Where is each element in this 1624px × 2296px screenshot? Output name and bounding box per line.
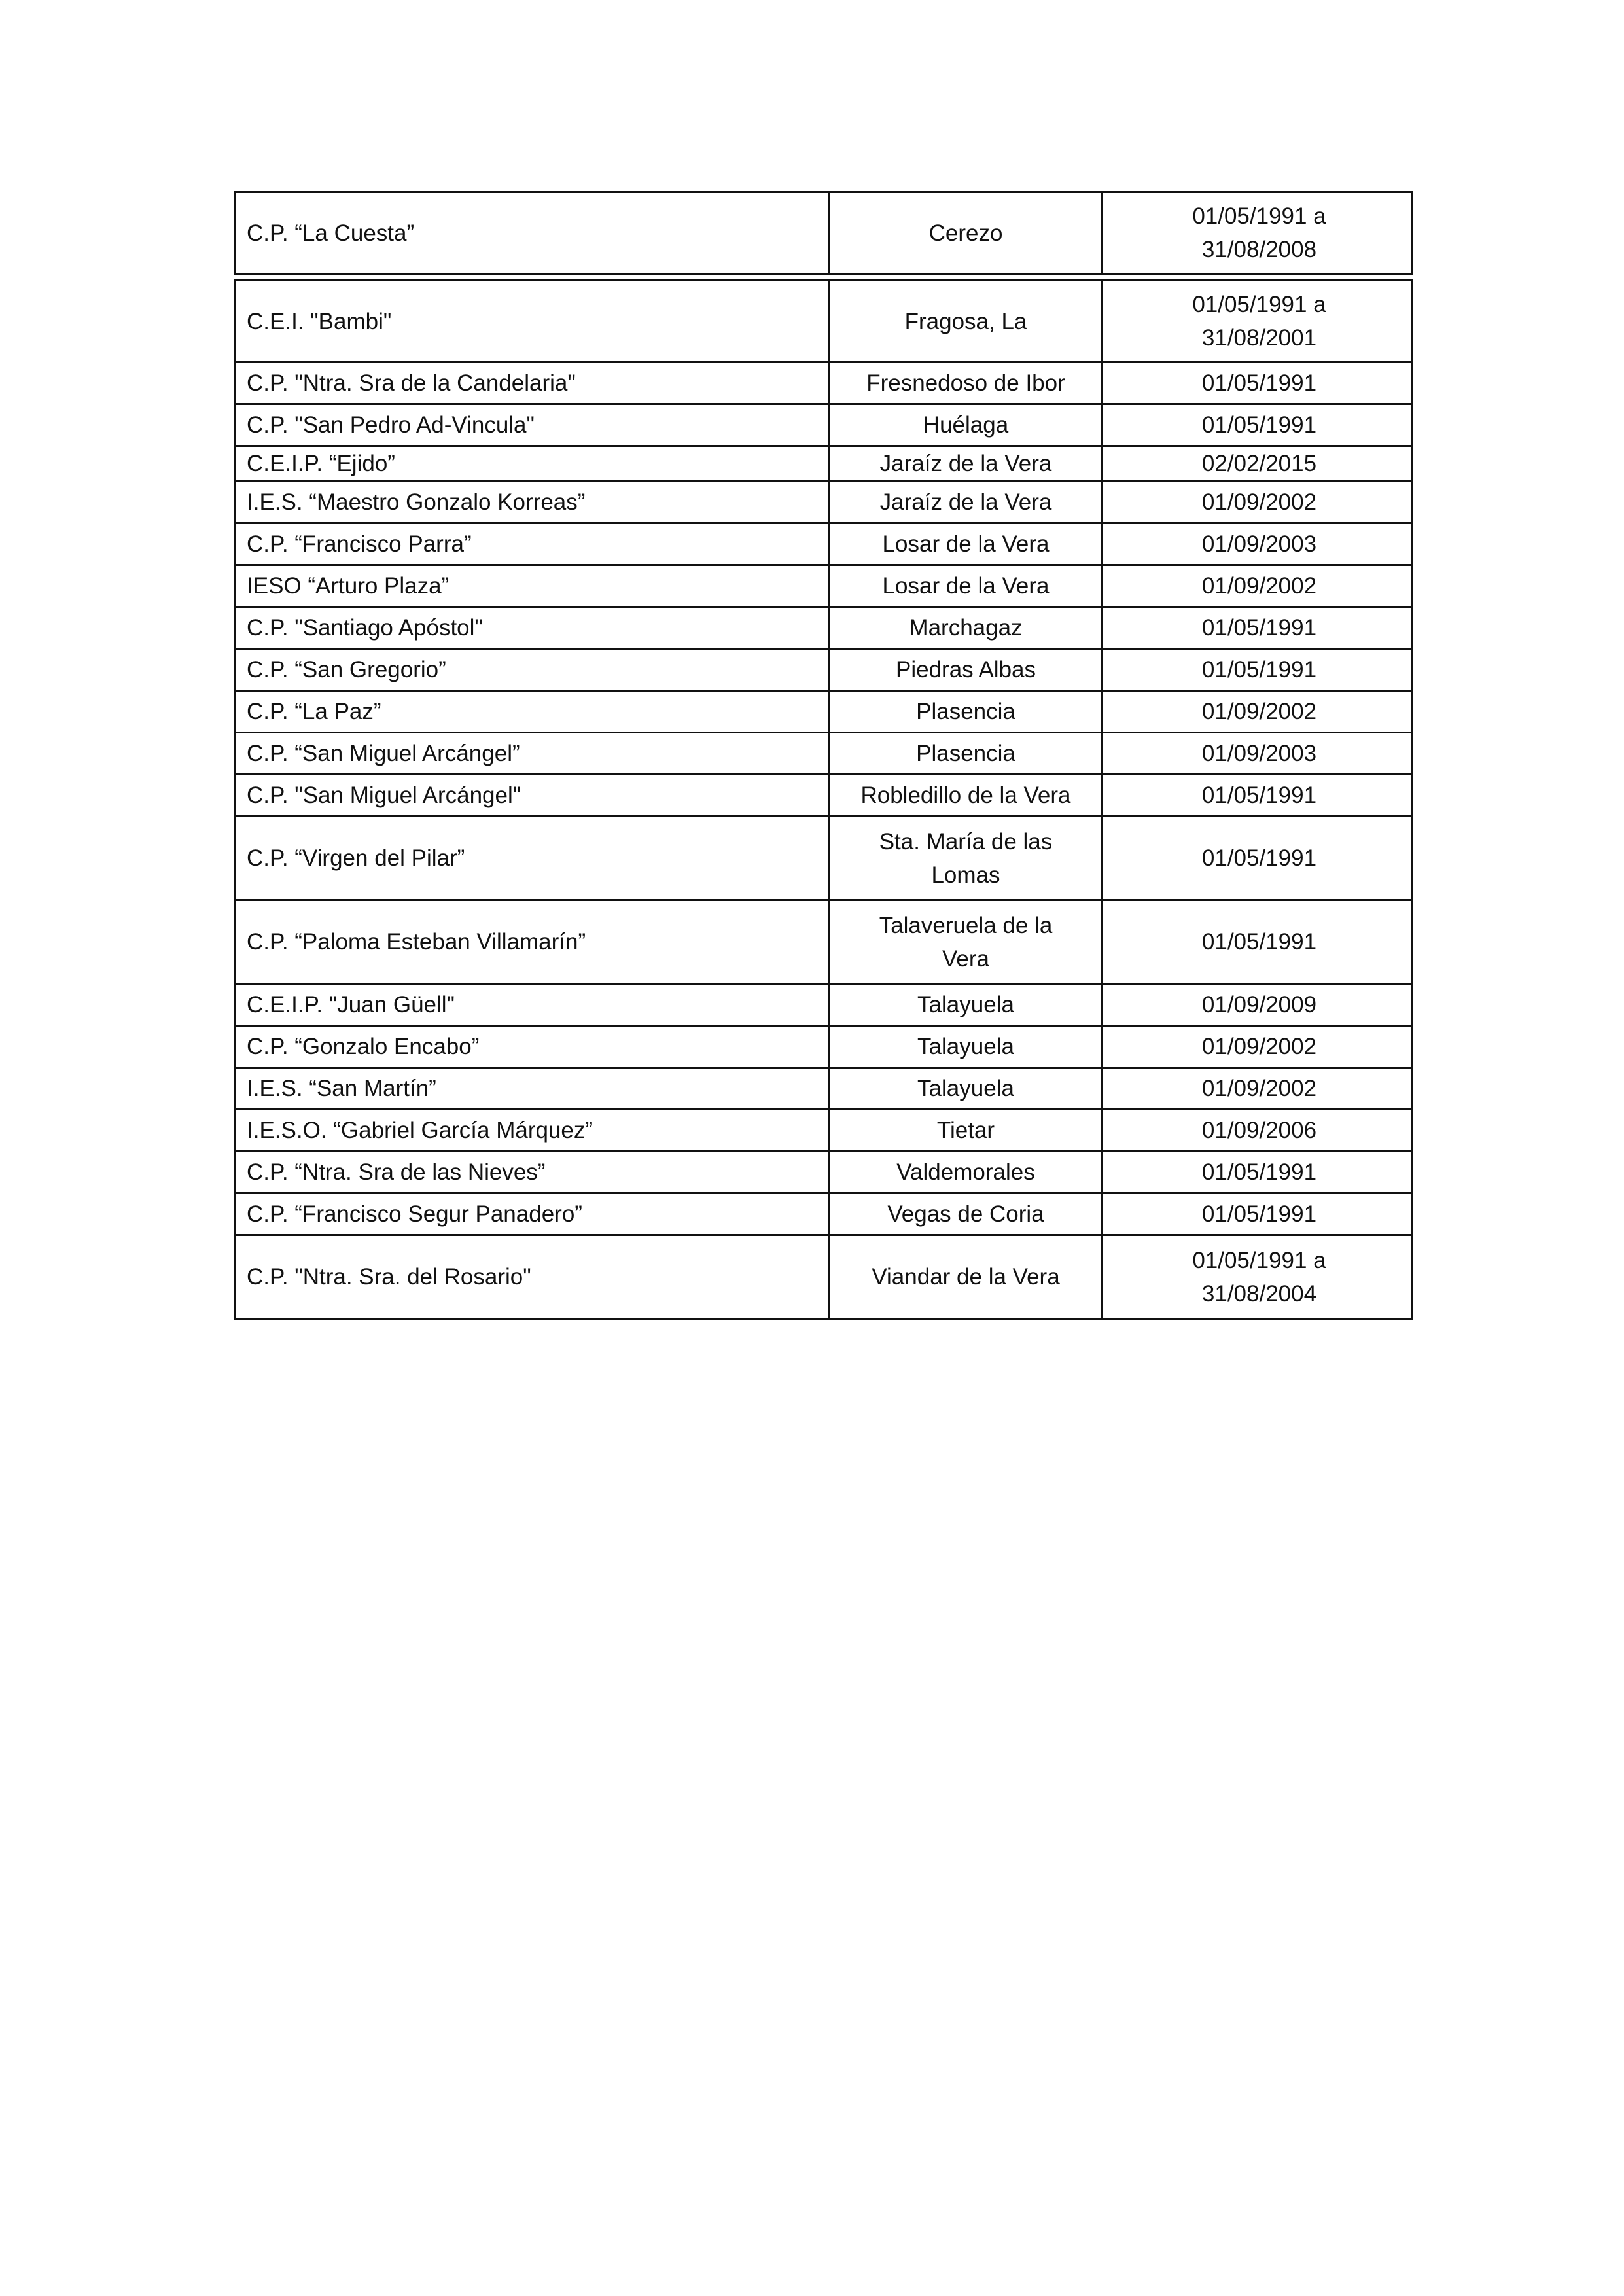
table-row [234, 1027, 1413, 1069]
table-row [234, 1236, 1413, 1320]
locality: Fragosa, La [828, 281, 1103, 361]
date-range: 01/05/1991 [1201, 1201, 1317, 1227]
date-range: 01/09/2009 [1201, 992, 1317, 1017]
school-name: IESO “Arturo Plaza” [247, 573, 450, 599]
school-name: C.E.I. "Bambi" [247, 308, 392, 334]
date-range: 01/05/1991 a 31/08/2004 [1192, 1247, 1326, 1307]
date-range: 01/09/2003 [1201, 531, 1317, 557]
locality: Fresnedoso de Ibor [828, 363, 1103, 403]
locality: Marchagaz [828, 608, 1103, 648]
school-name: I.E.S. “Maestro Gonzalo Korreas” [247, 489, 586, 515]
date-range: 01/09/2002 [1201, 489, 1317, 515]
table-row [234, 1069, 1413, 1110]
school-name: C.P. “Paloma Esteban Villamarín” [247, 929, 586, 955]
school-name: I.E.S. “San Martín” [247, 1076, 436, 1101]
school-name: C.E.I.P. “Ejido” [247, 451, 395, 476]
date-range: 01/05/1991 a 31/08/2001 [1192, 292, 1326, 351]
locality: Losar de la Vera [828, 566, 1103, 606]
table-row [234, 650, 1413, 692]
date-range: 01/09/2006 [1201, 1118, 1317, 1143]
table-row [234, 1152, 1413, 1194]
locality: Valdemorales [828, 1152, 1103, 1192]
locality: Robledillo de la Vera [828, 775, 1103, 815]
locality: Cerezo [828, 193, 1103, 273]
school-name: C.P. “Ntra. Sra de las Nieves” [247, 1159, 546, 1185]
school-name: C.P. “Francisco Segur Panadero” [247, 1201, 582, 1227]
date-range: 01/05/1991 [1201, 615, 1317, 641]
date-range: 01/09/2002 [1201, 573, 1317, 599]
locality: Jaraíz de la Vera [828, 482, 1103, 522]
date-range: 01/05/1991 [1201, 657, 1317, 682]
school-name: C.P. “Francisco Parra” [247, 531, 472, 557]
locality: Sta. María de las Lomas [828, 817, 1103, 899]
date-range: 01/05/1991 a 31/08/2008 [1192, 203, 1326, 262]
table-row [234, 524, 1413, 566]
locality: Talayuela [828, 1027, 1103, 1067]
date-range: 01/05/1991 [1201, 845, 1317, 871]
table-row [234, 279, 1413, 363]
date-range: 01/09/2002 [1201, 699, 1317, 724]
schools-table [234, 191, 1413, 1320]
school-name: C.P. “La Cuesta” [247, 220, 415, 246]
school-name: C.P. “San Miguel Arcángel” [247, 741, 520, 766]
date-range: 01/09/2002 [1201, 1034, 1317, 1059]
locality: Tietar [828, 1110, 1103, 1150]
table-row [234, 405, 1413, 447]
date-range: 02/02/2015 [1201, 451, 1317, 476]
table-row [234, 733, 1413, 775]
locality: Viandar de la Vera [828, 1236, 1103, 1318]
table-row [234, 608, 1413, 650]
date-range: 01/05/1991 [1201, 929, 1317, 955]
locality: Huélaga [828, 405, 1103, 445]
school-name: C.P. “Virgen del Pilar” [247, 845, 465, 871]
table-row [234, 447, 1413, 482]
locality: Vegas de Coria [828, 1194, 1103, 1234]
date-range: 01/05/1991 [1201, 1159, 1317, 1185]
school-name: C.P. “Gonzalo Encabo” [247, 1034, 480, 1059]
table-row [234, 901, 1413, 985]
school-name: C.P. "Ntra. Sra. del Rosario" [247, 1264, 531, 1290]
table-row [234, 363, 1413, 405]
locality: Losar de la Vera [828, 524, 1103, 564]
locality: Piedras Albas [828, 650, 1103, 690]
locality: Plasencia [828, 733, 1103, 773]
table-row [234, 775, 1413, 817]
table-row [234, 566, 1413, 608]
locality: Plasencia [828, 692, 1103, 732]
locality: Talaveruela de la Vera [828, 901, 1103, 983]
date-range: 01/05/1991 [1201, 370, 1317, 396]
table-row [234, 692, 1413, 733]
school-name: C.P. "Santiago Apóstol" [247, 615, 483, 641]
school-name: C.P. "San Pedro Ad-Vincula" [247, 412, 535, 438]
date-range: 01/09/2002 [1201, 1076, 1317, 1101]
date-range: 01/05/1991 [1201, 783, 1317, 808]
school-name: I.E.S.O. “Gabriel García Márquez” [247, 1118, 593, 1143]
date-range: 01/05/1991 [1201, 412, 1317, 438]
school-name: C.E.I.P. "Juan Güell" [247, 992, 455, 1017]
table-row [234, 1110, 1413, 1152]
school-name: C.P. “La Paz” [247, 699, 381, 724]
locality: Talayuela [828, 1069, 1103, 1108]
school-name: C.P. "San Miguel Arcángel" [247, 783, 521, 808]
locality: Talayuela [828, 985, 1103, 1025]
date-range: 01/09/2003 [1201, 741, 1317, 766]
locality: Jaraíz de la Vera [828, 447, 1103, 480]
school-name: C.P. “San Gregorio” [247, 657, 446, 682]
table-row [234, 191, 1413, 275]
table-row [234, 1194, 1413, 1236]
table-row [234, 817, 1413, 901]
table-row [234, 482, 1413, 524]
table-row [234, 985, 1413, 1027]
school-name: C.P. "Ntra. Sra de la Candelaria" [247, 370, 576, 396]
